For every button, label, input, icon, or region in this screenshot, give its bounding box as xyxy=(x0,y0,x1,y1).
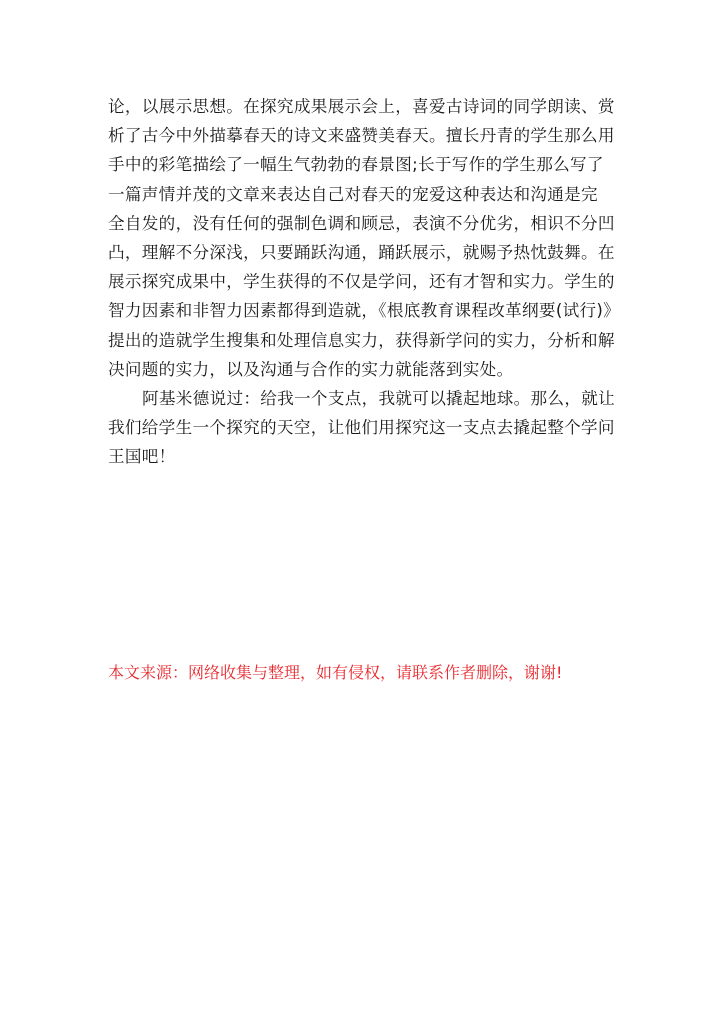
source-disclaimer: 本文来源：网络收集与整理，如有侵权，请联系作者删除，谢谢! xyxy=(108,663,563,682)
paragraph-start-line: 阿基米德说过：给我一个支点，我就可以撬起地球。那么，就让 xyxy=(142,388,616,408)
body-text xyxy=(108,92,648,471)
text-line: 析了古今中外描摹春天的诗文来盛赞美春天。擅长丹青的学生那么用 xyxy=(108,126,615,146)
text-line: 一篇声情并茂的文章来表达自己对春天的宠爱这种表达和沟通是完 xyxy=(108,184,598,204)
text-line: 智力因素和非智力因素都得到造就，《根底教育课程改革纲要(试行)》 xyxy=(108,301,621,321)
text-line: 手中的彩笔描绘了一幅生气勃勃的春景图;长于写作的学生那么写了 xyxy=(108,155,604,175)
text-line: 展示探究成果中，学生获得的不仅是学问，还有才智和实力。学生的 xyxy=(108,272,615,292)
text-line: 我们给学生一个探究的天空，让他们用探究这一支点去撬起整个学问 xyxy=(108,418,615,438)
text-line: 论，以展示思想。在探究成果展示会上，喜爱古诗词的同学朗读、赏 xyxy=(108,97,615,116)
text-line: 决问题的实力，以及沟通与合作的实力就能落到实处。 xyxy=(108,359,514,379)
text-line: 提出的造就学生搜集和处理信息实力，获得新学问的实力，分析和解 xyxy=(108,330,615,350)
text-line: 凸，理解不分深浅，只要踊跃沟通，踊跃展示，就赐予热忱鼓舞。在 xyxy=(108,242,615,262)
text-line: 王国吧！ xyxy=(108,447,176,467)
text-line: 全自发的，没有任何的强制色调和顾忌，表演不分优劣，相识不分凹 xyxy=(108,213,615,233)
